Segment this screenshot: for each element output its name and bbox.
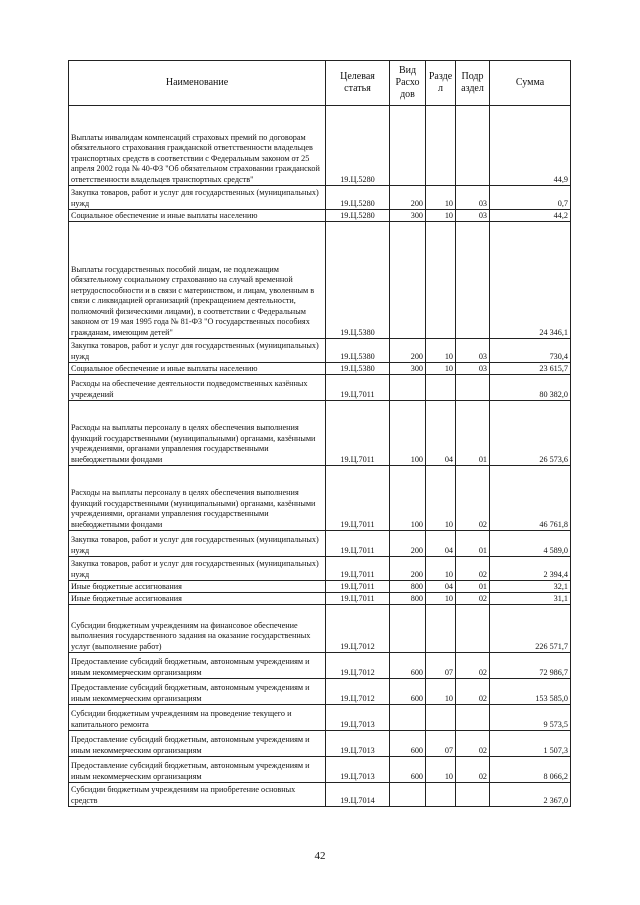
cell-type xyxy=(390,605,426,653)
cell-type: 300 xyxy=(390,210,426,222)
cell-article: 19.Ц.5280 xyxy=(326,106,390,186)
cell-sum: 4 589,0 xyxy=(490,531,571,557)
cell-subsection: 03 xyxy=(456,210,490,222)
table-row xyxy=(69,106,571,186)
cell-article: 19.Ц.5380 xyxy=(326,339,390,363)
page-number: 42 xyxy=(314,850,326,862)
header-sum: Сумма xyxy=(490,61,571,106)
cell-sum: 80 382,0 xyxy=(490,375,571,401)
cell-type: 800 xyxy=(390,581,426,593)
cell-article: 19.Ц.5280 xyxy=(326,210,390,222)
table-row xyxy=(69,531,571,557)
cell-subsection: 02 xyxy=(456,653,490,679)
cell-name: Выплаты инвалидам компенсаций страховых премий по договорам обязательного страхования гражданской ответственности владельцев транспортных средств в соответствии с Федеральным законом от 25 апреля 2002 года № 40-ФЗ "Об обязательном страховании гражданской ответственности владельцев транспортных средств" xyxy=(69,106,326,186)
cell-subsection: 02 xyxy=(456,466,490,531)
cell-name: Социальное обеспечение и иные выплаты населению xyxy=(69,363,326,375)
cell-sum: 46 761,8 xyxy=(490,466,571,531)
table-row xyxy=(69,705,571,731)
table-header-row xyxy=(69,61,571,106)
cell-sum: 8 066,2 xyxy=(490,757,571,783)
cell-name: Предоставление субсидий бюджетным, автономным учреждениям и иным некоммерческим организациям xyxy=(69,757,326,783)
cell-article: 19.Ц.7011 xyxy=(326,375,390,401)
cell-section: 04 xyxy=(426,401,456,466)
cell-type: 200 xyxy=(390,557,426,581)
table-row xyxy=(69,210,571,222)
cell-name: Субсидии бюджетным учреждениям на приобретение основных средств xyxy=(69,783,326,807)
cell-subsection: 03 xyxy=(456,186,490,210)
cell-article: 19.Ц.7011 xyxy=(326,466,390,531)
cell-article: 19.Ц.5380 xyxy=(326,222,390,339)
cell-subsection xyxy=(456,375,490,401)
header-section: Разде л xyxy=(426,61,456,106)
cell-section: 10 xyxy=(426,593,456,605)
cell-section: 10 xyxy=(426,186,456,210)
cell-type xyxy=(390,705,426,731)
cell-section xyxy=(426,783,456,807)
cell-type: 600 xyxy=(390,757,426,783)
cell-type: 800 xyxy=(390,593,426,605)
cell-subsection: 01 xyxy=(456,401,490,466)
cell-type xyxy=(390,106,426,186)
cell-subsection xyxy=(456,605,490,653)
cell-subsection: 02 xyxy=(456,593,490,605)
cell-sum: 730,4 xyxy=(490,339,571,363)
header-article: Целевая статья xyxy=(326,61,390,106)
cell-sum: 23 615,7 xyxy=(490,363,571,375)
cell-section xyxy=(426,605,456,653)
cell-section: 04 xyxy=(426,531,456,557)
cell-section: 04 xyxy=(426,581,456,593)
table-row xyxy=(69,466,571,531)
table-row xyxy=(69,557,571,581)
table-row xyxy=(69,581,571,593)
cell-name: Выплаты государственных пособий лицам, не подлежащим обязательному социальному страхованию на случай временной нетрудоспособности и в связи с материнством, и лицам, уволенным в связи с ликвидацией организаций (прекращением деятельности, полномочий физическими лицами), в соответствии с Федеральным законом от 19 мая 1995 года № 81-ФЗ "О государственных пособиях гражданам, имеющим детей" xyxy=(69,222,326,339)
cell-name: Расходы на выплаты персоналу в целях обеспечения выполнения функций государственными (муниципальными) органами, казёнными учреждениями, органами управления государственными внебюджетными фондами xyxy=(69,401,326,466)
cell-section: 10 xyxy=(426,757,456,783)
cell-article: 19.Ц.7011 xyxy=(326,581,390,593)
table-row xyxy=(69,222,571,339)
table-row xyxy=(69,783,571,807)
table-row xyxy=(69,401,571,466)
cell-type: 200 xyxy=(390,339,426,363)
cell-sum: 44,2 xyxy=(490,210,571,222)
cell-sum: 31,1 xyxy=(490,593,571,605)
table-row xyxy=(69,375,571,401)
header-name: Наименование xyxy=(69,61,326,106)
cell-sum: 72 986,7 xyxy=(490,653,571,679)
cell-article: 19.Ц.7013 xyxy=(326,731,390,757)
cell-name: Предоставление субсидий бюджетным, автономным учреждениям и иным некоммерческим организациям xyxy=(69,653,326,679)
cell-type: 300 xyxy=(390,363,426,375)
table-row xyxy=(69,593,571,605)
table-row xyxy=(69,339,571,363)
table-row xyxy=(69,363,571,375)
cell-sum: 9 573,5 xyxy=(490,705,571,731)
cell-article: 19.Ц.7014 xyxy=(326,783,390,807)
cell-section: 10 xyxy=(426,557,456,581)
cell-type: 200 xyxy=(390,531,426,557)
cell-type: 200 xyxy=(390,186,426,210)
cell-section: 10 xyxy=(426,363,456,375)
cell-type: 600 xyxy=(390,731,426,757)
cell-section: 07 xyxy=(426,731,456,757)
cell-type xyxy=(390,222,426,339)
cell-name: Иные бюджетные ассигнования xyxy=(69,593,326,605)
cell-name: Расходы на обеспечение деятельности подведомственных казённых учреждений xyxy=(69,375,326,401)
cell-subsection: 03 xyxy=(456,339,490,363)
cell-sum: 153 585,0 xyxy=(490,679,571,705)
cell-name: Субсидии бюджетным учреждениям на проведение текущего и капитального ремонта xyxy=(69,705,326,731)
cell-subsection xyxy=(456,106,490,186)
cell-name: Закупка товаров, работ и услуг для государственных (муниципальных) нужд xyxy=(69,186,326,210)
cell-subsection: 02 xyxy=(456,679,490,705)
cell-name: Предоставление субсидий бюджетным, автономным учреждениям и иным некоммерческим организациям xyxy=(69,731,326,757)
cell-name: Закупка товаров, работ и услуг для государственных (муниципальных) нужд xyxy=(69,531,326,557)
cell-article: 19.Ц.7011 xyxy=(326,531,390,557)
cell-article: 19.Ц.7011 xyxy=(326,593,390,605)
cell-subsection: 02 xyxy=(456,731,490,757)
cell-article: 19.Ц.5380 xyxy=(326,363,390,375)
cell-type: 600 xyxy=(390,653,426,679)
cell-name: Иные бюджетные ассигнования xyxy=(69,581,326,593)
cell-subsection: 02 xyxy=(456,557,490,581)
cell-type: 600 xyxy=(390,679,426,705)
cell-article: 19.Ц.7013 xyxy=(326,757,390,783)
header-subsection: Подр аздел xyxy=(456,61,490,106)
cell-section xyxy=(426,106,456,186)
cell-section: 10 xyxy=(426,339,456,363)
budget-table xyxy=(68,60,571,807)
cell-name: Социальное обеспечение и иные выплаты населению xyxy=(69,210,326,222)
table-row xyxy=(69,679,571,705)
cell-subsection: 01 xyxy=(456,581,490,593)
cell-name: Закупка товаров, работ и услуг для государственных (муниципальных) нужд xyxy=(69,557,326,581)
cell-type: 100 xyxy=(390,466,426,531)
cell-sum: 44,9 xyxy=(490,106,571,186)
cell-type xyxy=(390,375,426,401)
cell-article: 19.Ц.7012 xyxy=(326,679,390,705)
cell-section: 10 xyxy=(426,679,456,705)
cell-section xyxy=(426,705,456,731)
cell-sum: 1 507,3 xyxy=(490,731,571,757)
cell-subsection xyxy=(456,222,490,339)
cell-section xyxy=(426,375,456,401)
cell-article: 19.Ц.7011 xyxy=(326,401,390,466)
cell-section: 10 xyxy=(426,466,456,531)
table-row xyxy=(69,731,571,757)
document-page xyxy=(68,60,570,807)
cell-sum: 32,1 xyxy=(490,581,571,593)
cell-section xyxy=(426,222,456,339)
cell-subsection: 03 xyxy=(456,363,490,375)
cell-article: 19.Ц.7013 xyxy=(326,705,390,731)
cell-sum: 226 571,7 xyxy=(490,605,571,653)
cell-article: 19.Ц.5280 xyxy=(326,186,390,210)
table-row xyxy=(69,605,571,653)
cell-sum: 24 346,1 xyxy=(490,222,571,339)
cell-section: 07 xyxy=(426,653,456,679)
cell-sum: 2 394,4 xyxy=(490,557,571,581)
table-row xyxy=(69,757,571,783)
cell-section: 10 xyxy=(426,210,456,222)
cell-type xyxy=(390,783,426,807)
cell-type: 100 xyxy=(390,401,426,466)
header-type: Вид Расхо дов xyxy=(390,61,426,106)
cell-article: 19.Ц.7012 xyxy=(326,605,390,653)
table-row xyxy=(69,186,571,210)
table-body xyxy=(69,106,571,807)
cell-name: Закупка товаров, работ и услуг для государственных (муниципальных) нужд xyxy=(69,339,326,363)
cell-article: 19.Ц.7012 xyxy=(326,653,390,679)
cell-sum: 0,7 xyxy=(490,186,571,210)
cell-subsection xyxy=(456,783,490,807)
table-row xyxy=(69,653,571,679)
cell-name: Субсидии бюджетным учреждениям на финансовое обеспечение выполнения государственного задания на оказание государственных услуг (выполнение работ) xyxy=(69,605,326,653)
cell-sum: 26 573,6 xyxy=(490,401,571,466)
cell-sum: 2 367,0 xyxy=(490,783,571,807)
cell-name: Расходы на выплаты персоналу в целях обеспечения выполнения функций государственными (муниципальными) органами, казёнными учреждениями, органами управления государственными внебюджетными фондами xyxy=(69,466,326,531)
cell-subsection: 02 xyxy=(456,757,490,783)
cell-article: 19.Ц.7011 xyxy=(326,557,390,581)
cell-subsection xyxy=(456,705,490,731)
cell-subsection: 01 xyxy=(456,531,490,557)
cell-name: Предоставление субсидий бюджетным, автономным учреждениям и иным некоммерческим организациям xyxy=(69,679,326,705)
